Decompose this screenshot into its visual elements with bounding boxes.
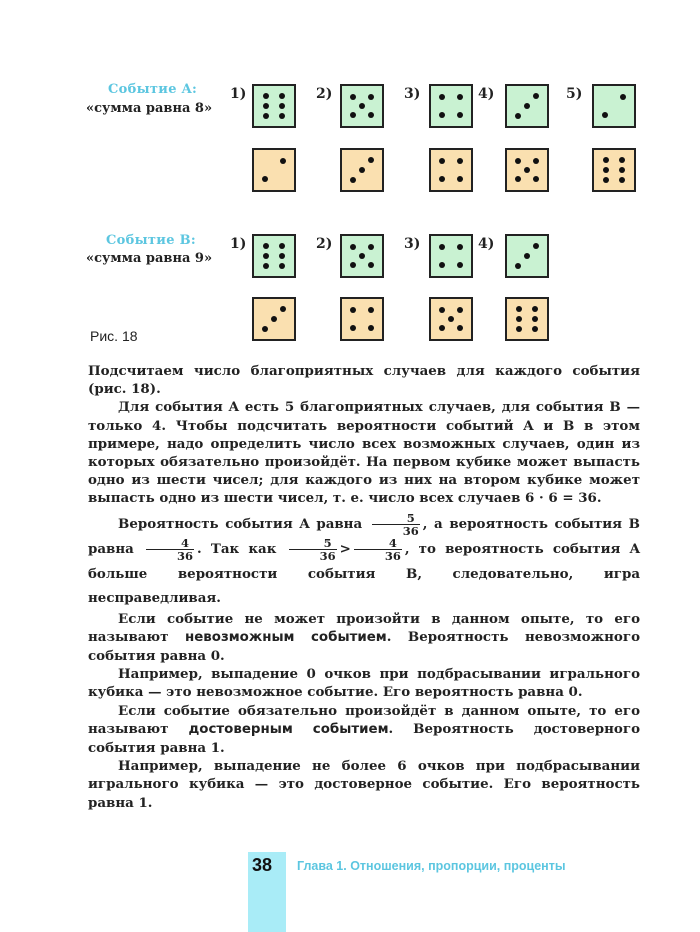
greater-than-sign: > [339,540,351,557]
event-b-subtitle: «сумма равна 9» [86,251,213,266]
die-pip [515,263,521,269]
die-pip [533,158,539,164]
die-pip [263,93,269,99]
die-pip [368,157,374,163]
case-label-b4: 4) [478,236,495,252]
die-pip [439,112,445,118]
die-pip [439,158,445,164]
paragraph-6 [88,702,640,758]
die-pip [603,177,609,183]
page-number: 38 [252,855,273,875]
die-pip [457,176,463,182]
die-pip [533,93,539,99]
case-label-a2: 2) [316,86,333,102]
figure-caption: Рис. 18 [90,328,138,344]
die-pip [439,262,445,268]
die-pip [439,176,445,182]
term-impossible-event: невозможным событием [184,629,387,645]
body-text [88,362,640,812]
die-a4-first [505,84,549,128]
die-pip [532,316,538,322]
fraction-denominator: 36 [177,548,194,563]
die-a5-first [592,84,636,128]
fraction-5-36 [372,512,420,537]
die-pip [350,325,356,331]
case-label-b1: 1) [230,236,247,252]
die-pip [619,177,625,183]
die-pip [350,307,356,313]
die-pip [515,113,521,119]
die-pip [516,306,522,312]
die-pip [457,325,463,331]
die-pip [457,94,463,100]
die-pip [619,167,625,173]
event-b-title: Событие B: [106,233,197,248]
die-pip [368,112,374,118]
die-pip [602,112,608,118]
die-pip [524,103,530,109]
die-pip [439,325,445,331]
die-pip [368,325,374,331]
die-pip [368,307,374,313]
die-pip [524,167,530,173]
die-pip [280,158,286,164]
case-label-b2: 2) [316,236,333,252]
die-a1-second [252,148,296,192]
fraction-4-36-cmp [354,537,402,562]
fraction-denominator: 36 [319,548,336,563]
p3-text-c: . Так как [197,540,277,557]
p4-text-a: Если событие не может произойти в данном опыте, то его называют [88,610,640,645]
die-pip [457,307,463,313]
case-label-a1: 1) [230,86,247,102]
die-pip [279,113,285,119]
die-pip [271,316,277,322]
die-pip [279,93,285,99]
die-pip [603,157,609,163]
die-a2-second [340,148,384,192]
die-pip [439,244,445,250]
die-pip [359,167,365,173]
die-pip [350,177,356,183]
die-a4-second [505,148,549,192]
die-pip [368,94,374,100]
paragraph-3 [88,512,640,610]
die-pip [439,307,445,313]
term-certain-event: достоверным событием [188,721,389,737]
die-pip [515,158,521,164]
die-pip [263,103,269,109]
die-pip [457,112,463,118]
die-pip [516,316,522,322]
die-pip [457,158,463,164]
die-pip [350,244,356,250]
die-pip [263,243,269,249]
p3-text-b: , а вероятность события B равна [88,515,640,557]
die-pip [279,263,285,269]
fraction-4-36 [146,537,194,562]
p3-text-d: , то вероятность события A больше вероятности события B, следовательно, игра несправедливая. [88,540,640,606]
die-b1-first [252,234,296,278]
die-pip [620,94,626,100]
p6-text-a: Если событие обязательно произойдёт в данном опыте, то его называют [88,702,640,737]
die-pip [279,243,285,249]
die-pip [439,94,445,100]
fraction-denominator: 36 [384,548,401,563]
die-b2-second [340,297,384,341]
die-pip [279,103,285,109]
die-a2-first [340,84,384,128]
case-label-b3: 3) [404,236,421,252]
die-pip [350,112,356,118]
die-pip [368,262,374,268]
fraction-5-36-cmp [289,537,337,562]
die-pip [619,157,625,163]
case-label-a5: 5) [566,86,583,102]
paragraph-4 [88,610,640,666]
die-pip [532,326,538,332]
die-pip [263,263,269,269]
die-b3-second [429,297,473,341]
die-b2-first [340,234,384,278]
die-a1-first [252,84,296,128]
p3-text-a: Вероятность события A равна [118,515,363,532]
die-pip [263,113,269,119]
die-pip [516,326,522,332]
paragraph-5: Например, выпадение 0 очков при подбрасывании игрального кубика — это невозможное событие. Его вероятность равна 0. [88,666,640,701]
die-b3-first [429,234,473,278]
paragraph-7: Например, выпадение не более 6 очков при подбрасывании игрального кубика — это достоверное событие. Его вероятность равна 1. [88,758,640,811]
fraction-numerator: 5 [372,512,420,525]
die-b1-second [252,297,296,341]
die-pip [533,176,539,182]
fraction-numerator: 4 [146,537,194,550]
case-label-a4: 4) [478,86,495,102]
die-pip [368,244,374,250]
paragraph-1: Подсчитаем число благоприятных случаев для каждого события (рис. 18). [88,363,640,398]
die-pip [524,253,530,259]
die-pip [279,253,285,259]
case-label-a3: 3) [404,86,421,102]
die-a3-first [429,84,473,128]
p4-text-b: . Вероятность невозможного события равна 0. [88,628,640,665]
die-pip [533,243,539,249]
die-b4-first [505,234,549,278]
fraction-denominator: 36 [402,523,419,538]
die-pip [515,176,521,182]
die-pip [350,94,356,100]
die-pip [457,244,463,250]
die-pip [262,176,268,182]
fraction-numerator: 5 [289,537,337,550]
paragraph-2: Для события A есть 5 благоприятных случаев, для события B — только 4. Чтобы подсчитать вероятности событий A и B в этом примере, надо определить число всех возможных случаев, один из которых обязательно произойдёт. На первом кубике может выпасть одно из шести чисел; для каждого из них на втором кубике может выпасть одно из шести чисел, т. е. число всех случаев 6 · 6 = 36. [88,399,640,507]
die-pip [457,262,463,268]
fraction-numerator: 4 [354,537,402,550]
die-pip [350,262,356,268]
die-pip [532,306,538,312]
die-a3-second [429,148,473,192]
die-pip [448,316,454,322]
die-pip [262,326,268,332]
die-pip [280,306,286,312]
die-pip [359,103,365,109]
die-a5-second [592,148,636,192]
die-pip [263,253,269,259]
event-a-title: Событие A: [108,82,198,97]
p6-text-b: . Вероятность достоверного события равна 1. [88,720,640,757]
die-pip [359,253,365,259]
event-a-subtitle: «сумма равна 8» [86,101,213,116]
die-b4-second [505,297,549,341]
die-pip [603,167,609,173]
chapter-title: Глава 1. Отношения, пропорции, проценты [297,859,566,873]
